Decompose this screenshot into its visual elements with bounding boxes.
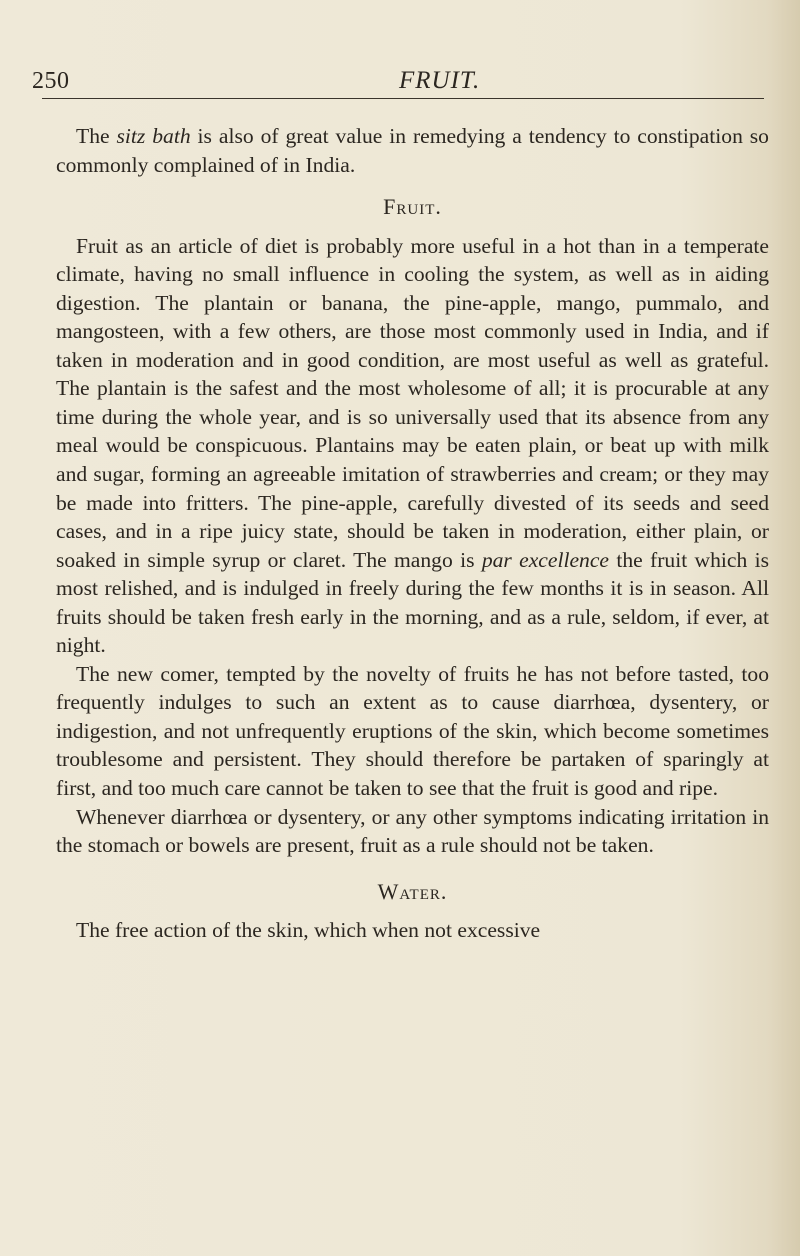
running-title: FRUIT. — [399, 67, 481, 94]
section-heading-water: Water. — [377, 878, 448, 904]
intro-text-start: The — [76, 124, 117, 148]
fruit-paragraph-2: The new comer, tempted by the novelty of fruits he has not before tasted, too frequently indulges to such an extent as to cause diarrhœa, dysentery, or indigestion, and not unfrequently eruptions of the skin, which become sometimes troublesome and persistent. They should therefore be partaken of sparingly at first, and too much care cannot be taken to see that the fruit is good and ripe. — [56, 661, 769, 801]
intro-italic: sitz bath — [116, 124, 191, 148]
fruit-paragraph-1-italic: par excellence — [481, 547, 610, 572]
fruit-paragraph-1 — [56, 232, 769, 660]
section-heading-fruit: Fruit. — [383, 194, 442, 220]
intro-paragraph — [56, 122, 769, 179]
header-rule — [42, 98, 764, 99]
fruit-paragraph-1-text-b: the fruit which is most relished, and is indulged in freely during the few months it is in season. All fruits should be taken fresh early in the morning, and as a rule, seldom, if ever, at night. — [56, 547, 769, 658]
water-paragraph-1: The free action of the skin, which when not excessive — [76, 918, 541, 943]
page-number: 250 — [32, 68, 70, 94]
page-header — [0, 62, 800, 102]
fruit-paragraph-3: Whenever diarrhœa or dysentery, or any other symptoms indicating irritation in the stomach or bowels are present, fruit as a rule should not be taken. — [56, 804, 769, 858]
body-text — [56, 122, 769, 945]
intro-text-end: is also of great value in remedying a tendency to constipation so commonly complained of in India. — [56, 124, 769, 177]
fruit-paragraph-1-text-a: Fruit as an article of diet is probably more useful in a hot than in a temperate climate, having no small influence in cooling the system, as well as in aiding digestion. The plantain or banana, the pine-apple, mango, pummalo, and mangosteen, with a few others, are those most commonly used in India, and if taken in moderation and in good condition, are most useful as well as grateful. The plantain is the safest and the most wholesome of all; it is procurable at any time during the whole year, and is so universally used that its absence from any meal would be conspicuous. Plantains may be eaten plain, or beat up with milk and sugar, forming an agreeable imitation of strawberries and cream; or they may be made into fritters. The pine-apple, carefully divested of its seeds and seed cases, and in a ripe juicy state, should be taken in moderation, either plain, or soaked in simple syrup or claret. The mango is — [56, 233, 769, 572]
